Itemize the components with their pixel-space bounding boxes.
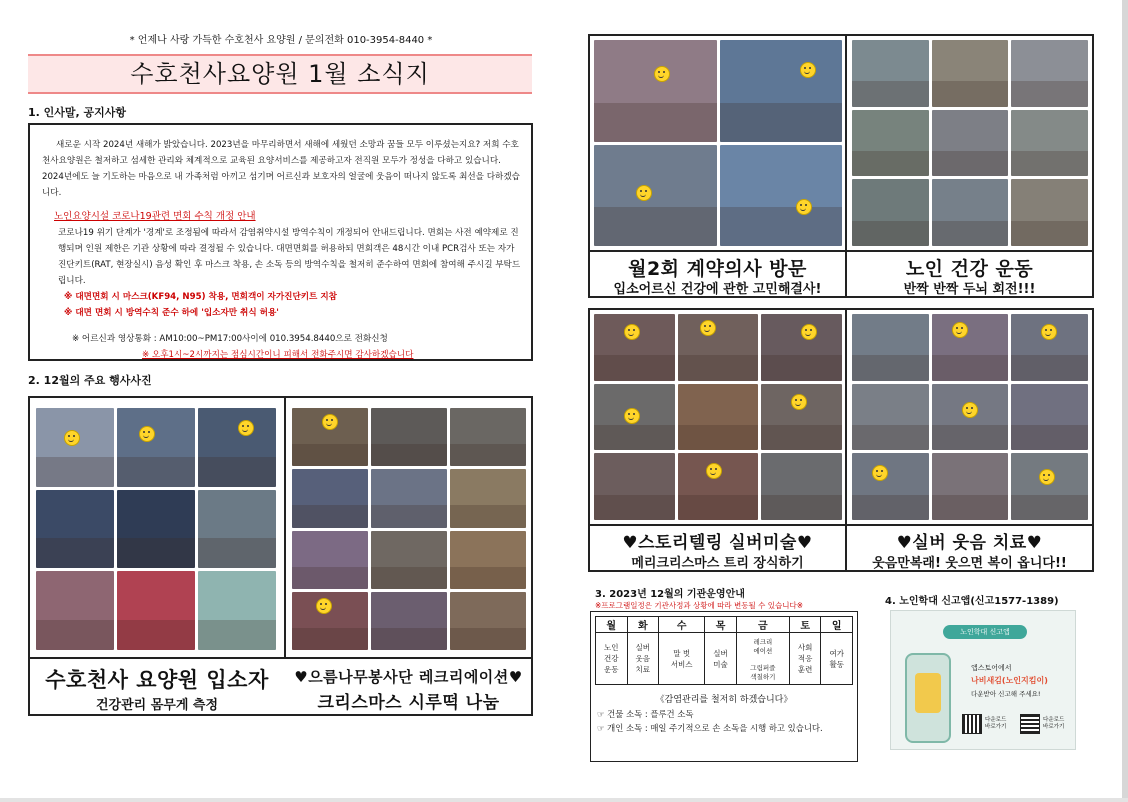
app-highlight: 나비새김(노인지킴이) — [971, 676, 1048, 685]
event-photo — [371, 469, 447, 527]
phone-icon — [905, 653, 951, 743]
event-photo — [720, 145, 843, 247]
face-sticker-icon — [64, 430, 80, 446]
infection-line-2: ☞ 개인 소독 : 매일 주기적으로 손 소독을 시행 하고 있습니다. — [597, 723, 823, 733]
art-caption-sub: 메리크리스마스 트리 장식하기 — [631, 556, 804, 571]
qr-caption-1: 다운로드 바로가기 — [985, 717, 1007, 730]
event-photo — [450, 408, 526, 466]
art-photo-grid — [594, 314, 842, 520]
event-photo — [761, 384, 842, 451]
event-photo — [117, 571, 195, 650]
event-photo — [932, 40, 1009, 107]
event-photo — [678, 384, 759, 451]
hand-icon — [915, 673, 941, 713]
frame-divider — [284, 398, 286, 658]
page-edge — [1122, 0, 1128, 802]
day-cell: 목 — [705, 617, 737, 633]
event-photo — [36, 490, 114, 569]
day-cell: 월 — [596, 617, 628, 633]
event-photo — [450, 469, 526, 527]
event-photo — [371, 531, 447, 589]
face-sticker-icon — [654, 66, 670, 82]
face-sticker-icon — [800, 62, 816, 78]
event-photo — [852, 384, 929, 451]
frame-caption-rule — [590, 524, 1092, 526]
laugh-photo-grid — [852, 314, 1088, 520]
page-bottom-edge — [0, 798, 1128, 802]
program-cell: 사회 적응 훈련 — [789, 633, 821, 685]
event-photo — [371, 408, 447, 466]
event-photo — [1011, 179, 1088, 246]
event-photo — [292, 592, 368, 650]
face-sticker-icon — [796, 199, 812, 215]
laugh-caption-title: ♥실버 웃음 치료♥ — [896, 533, 1043, 553]
doctor-caption-title: 월2회 계약의사 방문 — [628, 258, 807, 280]
event-photo — [292, 531, 368, 589]
face-sticker-icon — [706, 463, 722, 479]
day-cell: 토 — [789, 617, 821, 633]
greeting-text: 새로운 시작 2024년 새해가 밝았습니다. 2023년을 마무리하면서 새해에 세웠던 소망과 꿈들 모두 이루셨는지요? 저희 수호천사요양원은 철저하고 섬세한 관리와 체계적으로 교육된 요양서비스를 제공하고자 전직원 모두가 정성을 다하고 있습니다. 2024년에도 늘 기도하는 마음으로 내 가족처럼 아끼고 섬기며 어르신과 보호자의 얼굴에 웃음이 떠나지 않도록 최선을 다하겠습니다. — [42, 140, 520, 198]
notice-body: 코로나19 위기 단계가 '경계'로 조정됨에 따라서 감염취약시설 방역수칙이 개정되어 안내드립니다. 면회는 사전 예약제로 진행되며 인원 제한은 기관 상황에 따라 결정될 수 있습니다. 대면면회를 허용하되 면회객은 48시간 이내 PCR검사 또는 자가진단키트(RAT, 현장실시) 음성 확인 후 마스크 착용, 손 소독 등의 방역수칙을 철저히 준수하여 면회에 참여해 주시길 부탁드립니다. — [58, 228, 521, 286]
app-line-1: 앱스토어에서 — [971, 664, 1012, 672]
recreation-photo-grid — [292, 408, 526, 650]
face-sticker-icon — [316, 598, 332, 614]
face-sticker-icon — [624, 408, 640, 424]
face-sticker-icon — [139, 426, 155, 442]
app-line-2: 다운받아 신고해 주세요! — [971, 690, 1041, 698]
day-cell: 일 — [821, 617, 853, 633]
program-cell: 레크리 에이션 그림퍼즐 색칠하기 — [736, 633, 789, 685]
schedule-note: ※프로그램일정은 기관사정과 상황에 따라 변동될 수 있습니다※ — [595, 601, 803, 610]
qr-caption-2: 다운로드 바로가기 — [1043, 717, 1065, 730]
program-cell: 실버 미술 — [705, 633, 737, 685]
right-caption-sub: 크리스마스 시루떡 나눔 — [317, 693, 500, 713]
schedule-program-row — [596, 633, 853, 685]
section3-heading: 3. 2023년 12월의 기관운영안내 — [595, 589, 745, 600]
face-sticker-icon — [952, 322, 968, 338]
face-sticker-icon — [322, 414, 338, 430]
right-caption-title: ♥으름나무봉사단 레크리에이션♥ — [294, 668, 523, 686]
face-sticker-icon — [238, 420, 254, 436]
left-caption-sub: 건강관리 몸무게 측정 — [95, 698, 219, 713]
event-photo — [852, 453, 929, 520]
infection-title: 《감염관리를 철저히 하겠습니다》 — [655, 695, 793, 705]
event-photo — [1011, 110, 1088, 177]
event-photo — [198, 408, 276, 487]
event-photo — [932, 384, 1009, 451]
event-photo — [36, 571, 114, 650]
event-photo — [371, 592, 447, 650]
app-label-pill: 노인학대 신고앱 — [943, 625, 1027, 639]
face-sticker-icon — [624, 324, 640, 340]
face-sticker-icon — [791, 394, 807, 410]
art-caption-title: ♥스토리텔링 실버미술♥ — [622, 533, 813, 553]
exercise-caption-title: 노인 건강 운동 — [905, 258, 1034, 280]
face-sticker-icon — [801, 324, 817, 340]
tagline: * 언제나 사랑 가득한 수호천사 요양원 / 문의전화 010-3954-8440 * — [129, 35, 433, 46]
call-info: ※ 어르신과 영상통화 : AM10:00~PM17:00사이에 010.3954.8440으로 전화신청 — [72, 334, 388, 344]
event-photo — [117, 490, 195, 569]
event-photo — [852, 314, 929, 381]
program-cell: 실버 웃음 치료 — [627, 633, 659, 685]
page-title: 수호천사요양원 1월 소식지 — [28, 54, 532, 94]
event-photo — [1011, 384, 1088, 451]
event-photo — [594, 384, 675, 451]
event-photo — [594, 40, 717, 142]
day-cell: 수 — [659, 617, 705, 633]
infection-line-1: ☞ 건물 소독 : 플루건 소독 — [597, 709, 694, 719]
event-photo — [761, 453, 842, 520]
event-photo — [932, 314, 1009, 381]
day-cell: 화 — [627, 617, 659, 633]
event-photo — [292, 408, 368, 466]
event-photo — [292, 469, 368, 527]
top-panels-frame — [588, 34, 1094, 298]
event-photo — [198, 490, 276, 569]
notice-red-2: ※ 대면 면회 시 방역수칙 준수 하에 '입소자만 취식 허용' — [64, 308, 279, 318]
frame-caption-rule — [590, 250, 1092, 252]
report-app-card — [890, 610, 1076, 750]
event-photo — [594, 453, 675, 520]
doctor-photo-grid — [594, 40, 842, 246]
weight-photo-grid — [36, 408, 276, 650]
qr-code-icon — [1021, 715, 1039, 733]
event-photo — [1011, 314, 1088, 381]
event-photo — [932, 110, 1009, 177]
exercise-photo-grid — [852, 40, 1088, 246]
middle-panels-frame — [588, 308, 1094, 572]
event-photo — [720, 40, 843, 142]
schedule-table — [595, 616, 853, 685]
face-sticker-icon — [700, 320, 716, 336]
program-cell: 여가 활동 — [821, 633, 853, 685]
event-photo — [678, 314, 759, 381]
event-photo — [1011, 453, 1088, 520]
event-photo — [761, 314, 842, 381]
face-sticker-icon — [962, 402, 978, 418]
event-photo — [594, 145, 717, 247]
doctor-caption-sub: 입소어르신 건강에 관한 고민해결사! — [613, 282, 822, 297]
notice-red-1: ※ 대면면회 시 마스크(KF94, N95) 착용, 면회객이 자가진단키트 지참 — [64, 292, 337, 302]
event-photo — [1011, 40, 1088, 107]
event-photo — [198, 571, 276, 650]
event-photo — [450, 531, 526, 589]
event-photo — [36, 408, 114, 487]
notice-box — [28, 123, 533, 361]
section1-heading: 1. 인사말, 공지사항 — [28, 106, 127, 119]
face-sticker-icon — [636, 185, 652, 201]
event-photo — [852, 40, 929, 107]
laugh-caption-sub: 웃음만복래! 웃으면 복이 옵니다!! — [872, 556, 1067, 571]
program-cell: 말 벗 서비스 — [659, 633, 705, 685]
frame-caption-rule — [30, 657, 531, 659]
event-photo — [594, 314, 675, 381]
exercise-caption-sub: 반짝 반짝 두뇌 회전!!! — [903, 282, 1036, 297]
program-cell: 노인 건강 운동 — [596, 633, 628, 685]
section4-heading: 4. 노인학대 신고앱(신고1577-1389) — [885, 596, 1059, 607]
event-photo — [932, 453, 1009, 520]
schedule-box — [590, 611, 858, 762]
section2-heading: 2. 12월의 주요 행사사진 — [28, 374, 152, 387]
face-sticker-icon — [1041, 324, 1057, 340]
call-note: ※ 오후1시~2시까지는 점심시간이니 피해서 전화주시면 감사하겠습니다 — [142, 350, 414, 360]
event-photo-frame — [28, 396, 533, 716]
qr-code-icon — [963, 715, 981, 733]
event-photo — [852, 110, 929, 177]
event-photo — [678, 453, 759, 520]
event-photo — [450, 592, 526, 650]
event-photo — [117, 408, 195, 487]
day-cell: 금 — [736, 617, 789, 633]
face-sticker-icon — [1039, 469, 1055, 485]
face-sticker-icon — [872, 465, 888, 481]
notice-title: 노인요양시설 코로나19관련 면회 수칙 개정 안내 — [54, 211, 256, 222]
event-photo — [852, 179, 929, 246]
left-caption-title: 수호천사 요양원 입소자 — [45, 668, 269, 692]
event-photo — [932, 179, 1009, 246]
notice-block — [58, 225, 521, 363]
schedule-header-row — [596, 617, 853, 633]
